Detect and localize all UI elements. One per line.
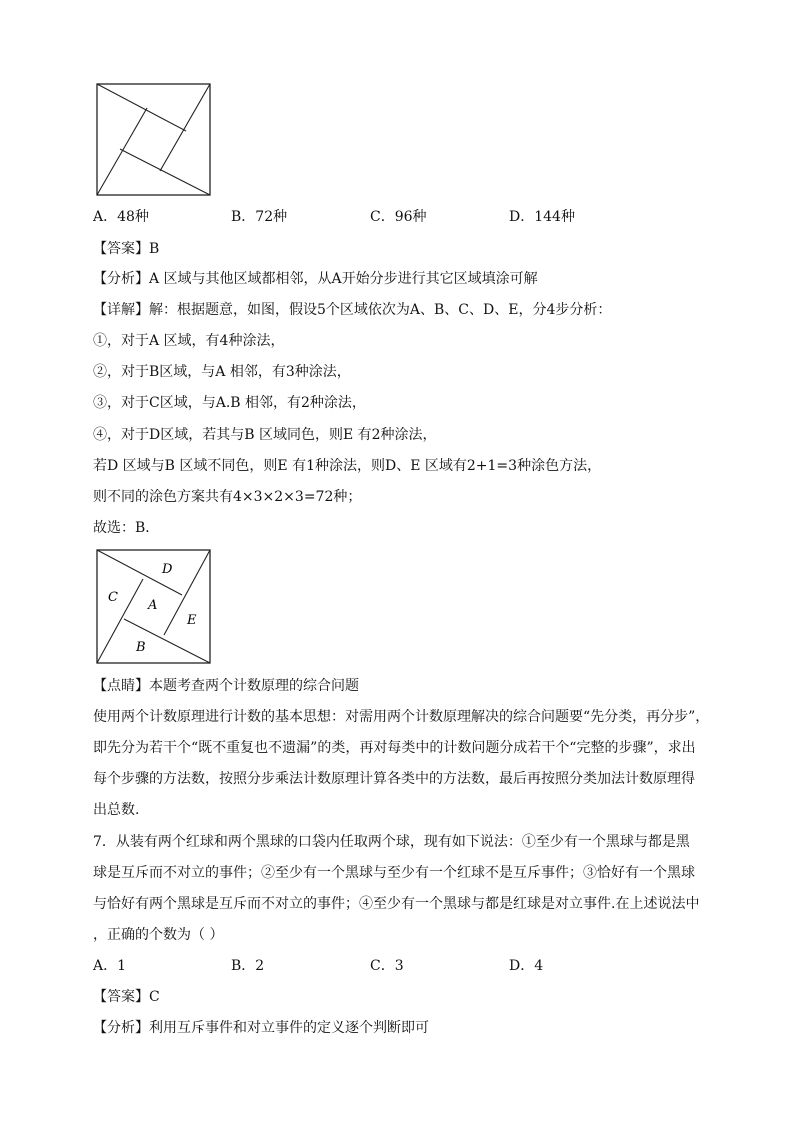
region-label-a: A (148, 598, 158, 613)
q7-answer: 【答案】C (93, 989, 160, 1005)
region-label-b: B (136, 640, 146, 655)
q6-answer: 【答案】B (93, 241, 160, 257)
option-c[interactable]: C．3 (370, 958, 404, 974)
q6-review-line: 使用两个计数原理进行计数的基本思想：对需用两个计数原理解决的综合问题要“先分类，再分步”， (93, 709, 710, 725)
divider-line (97, 108, 147, 195)
outer-square (97, 84, 210, 195)
option-a[interactable]: A．48种 (93, 209, 149, 225)
region-label-e: E (187, 613, 197, 628)
divider-line (97, 84, 186, 131)
q6-analysis: 【分析】A 区域与其他区域都相邻，从A开始分步进行其它区域填涂可解 (93, 271, 538, 287)
q6-review-line: 每个步骤的方法数，按照分步乘法计数原理计算各类中的方法数，最后再按照分类加法计数原理得 (93, 771, 695, 787)
option-a[interactable]: A．1 (93, 958, 127, 974)
q6-detail-line: 【详解】解：根据题意，如图，假设5个区域依次为A、B、C、D、E，分4步分析： (93, 302, 612, 318)
q6-options (93, 207, 713, 227)
q6-detail-line: 则不同的涂色方案共有4×3×2×3=72种； (93, 489, 362, 505)
q7-analysis: 【分析】利用互斥事件和对立事件的定义逐个判断即可 (93, 1020, 429, 1036)
pinwheel-figure (96, 83, 212, 197)
option-c[interactable]: C．96种 (370, 209, 427, 225)
q7-stem-line: ，正确的个数为（ ） (93, 927, 224, 943)
region-label-d: D (162, 562, 173, 577)
option-d[interactable]: D．144种 (509, 209, 575, 225)
option-b[interactable]: B．2 (231, 958, 265, 974)
q7-options (93, 956, 713, 976)
labeled-pinwheel-figure (96, 549, 212, 665)
divider-line (120, 149, 210, 195)
q6-detail-line: ④，对于D区域，若其与B 区域同色，则E 有2种涂法， (93, 427, 437, 443)
option-b[interactable]: B．72种 (231, 209, 288, 225)
q6-detail-line: ②，对于B区域，与A 相邻，有3种涂法， (93, 364, 351, 380)
q6-detail-line: 若D 区域与B 区域不同色，则E 有1种涂法，则D、E 区域有2+1=3种涂色方法， (93, 458, 602, 474)
q7-stem-line: 与恰好有两个黑球是互斥而不对立的事件；④至少有一个黑球与都是红球是对立事件.在上述说法中 (93, 896, 700, 912)
q6-detail-line: ③，对于C区域，与A.B 相邻，有2种涂法， (93, 395, 366, 411)
q7-stem-line: 7．从装有两个红球和两个黑球的口袋内任取两个球，现有如下说法：①至少有一个黑球与都是黑 (93, 834, 690, 850)
q6-review-line: 即先分为若干个“既不重复也不遗漏”的类，再对每类中的计数问题分成若干个“完整的步骤”，求出 (93, 740, 696, 756)
region-label-c: C (108, 590, 118, 605)
q7-stem-line: 球是互斥而不对立的事件；②至少有一个黑球与至少有一个红球不是互斥事件；③恰好有一个黑球 (93, 865, 695, 881)
q6-review-line: 出总数. (93, 802, 140, 818)
q6-review-line: 【点睛】本题考查两个计数原理的综合问题 (93, 678, 359, 694)
divider-line (160, 84, 210, 171)
option-d[interactable]: D．4 (509, 958, 544, 974)
q6-detail-line: ①，对于A 区域，有4种涂法， (93, 333, 285, 349)
q6-detail-line: 故选：B． (93, 520, 160, 536)
